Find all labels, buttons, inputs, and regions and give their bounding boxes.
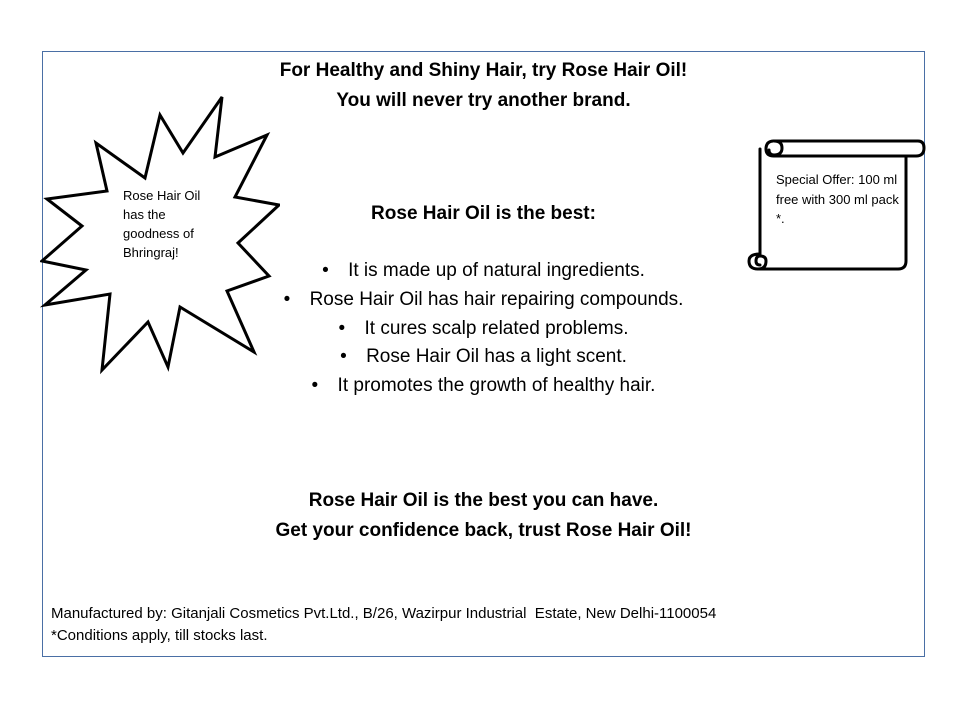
manufacturer-info: Manufactured by: Gitanjali Cosmetics Pvt.Ltd., B/26, Wazirpur Industrial Estate, New Delhi-1100054	[51, 605, 717, 622]
starburst-text: Rose Hair Oil has the goodness of Bhringraj!	[123, 188, 201, 260]
best-heading-text: Rose Hair Oil is the best:	[371, 203, 596, 224]
bullet-icon: •	[283, 288, 291, 310]
list-item: • It cures scalp related problems.	[42, 315, 925, 344]
conditions-note: *Conditions apply, till stocks last.	[51, 626, 268, 644]
benefits-list	[42, 257, 925, 401]
list-item: • Rose Hair Oil has a light scent.	[42, 343, 925, 372]
bullet-icon: •	[338, 317, 346, 339]
bullet-icon: •	[340, 346, 347, 368]
footer	[51, 603, 716, 646]
list-item: • It is made up of natural ingredients.	[42, 257, 925, 286]
headline-line-1: For Healthy and Shiny Hair, try Rose Hair Oil!	[279, 60, 688, 81]
closing-line-2: Get your confidence back, trust Rose Hair Oil!	[275, 520, 692, 541]
special-offer-text: Special Offer: 100 ml free with 300 ml pack *.	[776, 172, 899, 226]
closing-text	[42, 486, 925, 546]
bullet-icon: •	[311, 375, 319, 397]
list-item: • It promotes the growth of healthy hair.	[42, 372, 925, 401]
bullet-icon: •	[322, 260, 329, 281]
headline-line-2: You will never try another brand.	[336, 90, 631, 111]
list-item: • Rose Hair Oil has hair repairing compounds.	[42, 286, 925, 315]
closing-line-1: Rose Hair Oil is the best you can have.	[308, 490, 659, 511]
best-heading	[42, 199, 925, 229]
